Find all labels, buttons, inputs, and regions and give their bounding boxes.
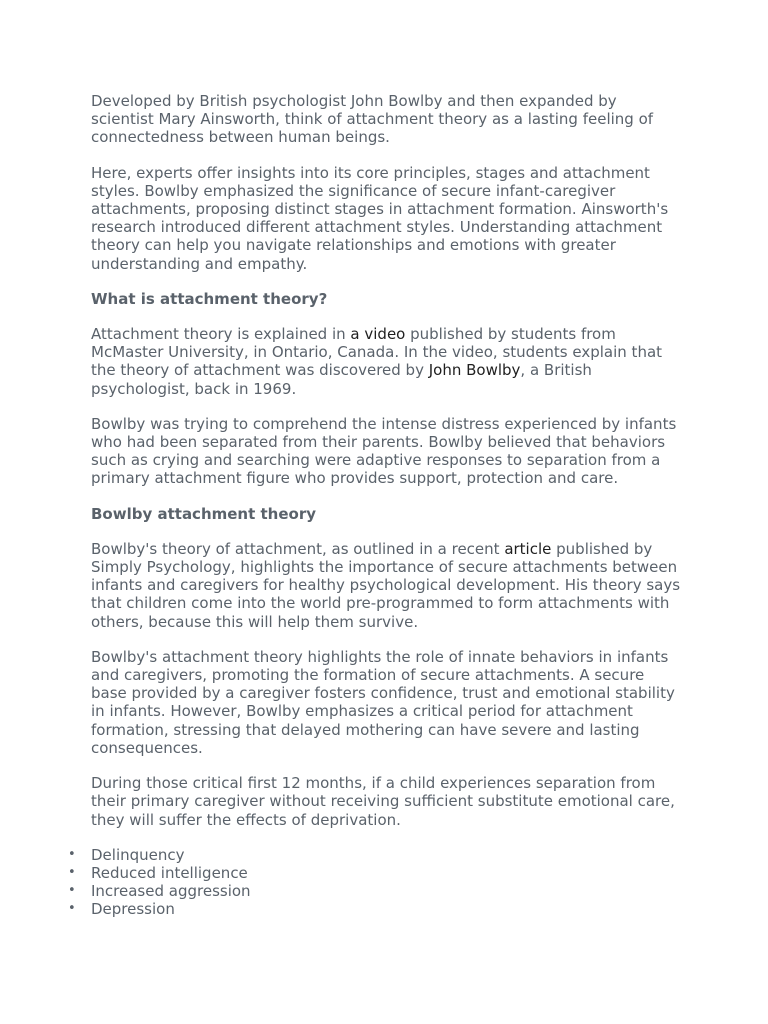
deprivation-paragraph: During those critical first 12 months, if a child experiences separation from their primary caregiver without receiving sufficient substitute emotional care, they will suffer the effects of deprivation. [91,774,675,829]
overview-paragraph: Here, experts offer insights into its core principles, stages and attachment styles. Bowlby emphasized the significance of secure infant-caregiver attachments, proposing distinct stages in attachment formation. Ainsworth's research introduced different attachment styles. Understanding attachment theory can help you navigate relationships and emotions with greater understanding and empathy. [91,163,669,273]
heading-bowlby-attachment-theory: Bowlby attachment theory [91,504,317,523]
list-item-label: Delinquency [91,845,185,864]
video-paragraph-text-1: Attachment theory is explained in [91,325,351,344]
video-paragraph [91,325,683,398]
bullet-icon: • [68,864,76,880]
article-body [68,92,683,919]
article-link[interactable]: article [504,539,552,558]
video-paragraph-text-2: published by students from McMaster University, in Ontario, Canada. In the video, students explain that the theory of attachment was discovered by [91,325,663,380]
innate-behaviors-paragraph: Bowlby's attachment theory highlights the role of innate behaviors in infants and caregivers, promoting the formation of secure attachments. A secure base provided by a caregiver fosters confidence, trust and emotional stability in infants. However, Bowlby emphasizes a critical period for attachment formation, stressing that delayed mothering can have severe and lasting consequences. [91,647,675,757]
bullet-icon: • [68,846,76,862]
bullet-icon: • [68,883,76,899]
simply-psychology-text-2: published by Simply Psychology, highlights the importance of secure attachments between infants and caregivers for healthy psychological development. His theory says that children come into the world pre-programmed to form attachments with others, because this will help them survive. [91,539,681,631]
simply-psychology-paragraph [91,540,683,631]
heading-what-is-attachment-theory: What is attachment theory? [91,289,328,308]
list-item [68,863,683,882]
list-item [68,845,683,864]
bullet-icon: • [68,901,76,917]
list-item-label: Increased aggression [91,882,251,901]
list-item [68,882,683,901]
deprivation-effects-list [68,845,683,919]
list-item-label: Reduced intelligence [91,863,248,882]
simply-psychology-text-1: Bowlby's theory of attachment, as outlined in a recent [91,539,505,558]
distress-paragraph: Bowlby was trying to comprehend the intense distress experienced by infants who had been separated from their parents. Bowlby believed that behaviors such as crying and searching were adaptive responses to separation from a primary attachment figure who provides support, protection and care. [91,414,677,488]
video-link[interactable]: a video [350,325,406,344]
video-paragraph-text-3: , a British psychologist, back in 1969. [91,361,592,398]
list-item [68,900,683,919]
list-item-label: Depression [91,900,175,919]
intro-paragraph: Developed by British psychologist John Bowlby and then expanded by scientist Mary Ainsworth, think of attachment theory as a lasting feeling of connectedness between human beings. [91,92,654,147]
john-bowlby-link[interactable]: John Bowlby [428,361,521,380]
